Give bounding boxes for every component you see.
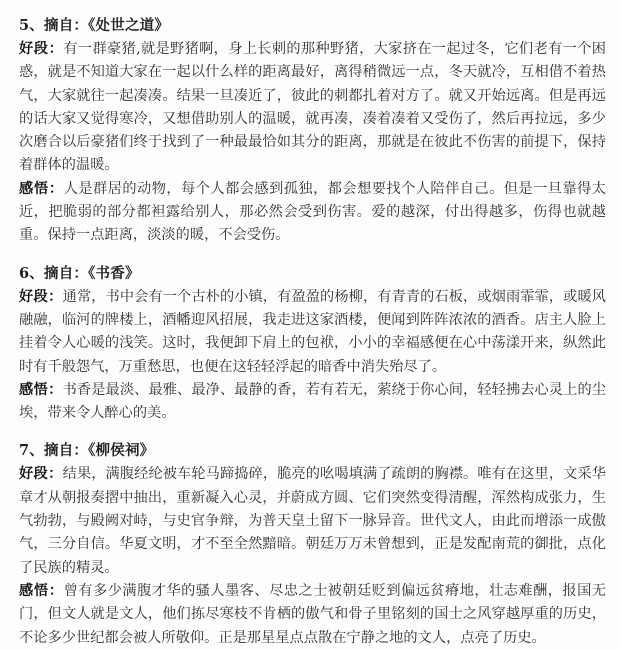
passage-label-6: 好段： (19, 288, 63, 305)
entry-heading-5: 5、摘自：《处世之道》 (19, 17, 170, 34)
entry-insight-7 (19, 580, 606, 650)
entry-passage-7 (19, 463, 606, 579)
excerpt-entry-7 (19, 439, 606, 649)
entry-passage-5 (19, 38, 606, 178)
passage-text-7: 结果，满腹经纶被车轮马蹄捣碎，脆亮的吆喝填满了疏朗的胸襟。唯有在这里，文采华章才从朝报奏摺中抽出，重新凝入心灵，并蔚成方圆、它们突然变得清醒，浑然构成张力，生气勃勃，与殿阙对峙，与史官争辩，为普天皇土留下一脉异音。世代文人，由此而增添一成傲气，三分自信。华夏文明，才不至全然黯暗。朝廷万万未曾想到，正是发配南荒的御批，点化了民族的精灵。 (19, 466, 606, 576)
insight-label-6: 感悟： (19, 381, 63, 398)
excerpt-entry-6 (19, 262, 606, 426)
entry-heading-7: 7、摘自：《柳侯祠》 (19, 442, 155, 460)
insight-label-7: 感悟： (19, 582, 64, 599)
excerpt-entry-5 (19, 14, 606, 248)
entry-insight-5 (19, 178, 606, 248)
insight-text-6: 书香是最淡、最雅、最净、最静的香，若有若无，萦绕于你心间，轻轻拂去心灵上的尘埃，带来令人醉心的美。 (19, 381, 606, 422)
insight-label-5: 感悟： (19, 180, 64, 197)
passage-text-6: 通常，书中会有一个古朴的小镇，有盈盈的杨柳，有青青的石板，或烟雨霏霏，或暖风融融，临河的牌楼上，酒幡迎风招展，我走进这家酒楼，便闻到阵阵浓浓的酒香。店主人脸上挂着令人心暖的浅笑。这时，我便卸下肩上的包袱，小小的幸福感便在心中荡漾开来，纵然此时有千般怨气，万重愁思，也便在这轻轻浮起的暗香中消失殆尽了。 (19, 288, 606, 375)
passage-text-5: 有一群豪猪,就是野猪啊，身上长刺的那种野猪，大家挤在一起过冬，它们老有一个困惑，就是不知道大家在一起以什么样的距离最好，离得稍微远一点，冬天就冷，互相借不着热气，大家就往一起凑凑。结果一旦凑近了，彼此的刺都扎着对方了。就又开始远离。但是再远的话大家又觉得寒冷，又想借助别人的温暖，就再凑，凑着凑着又受伤了，然后再拉远，多少次磨合以后豪猪们终于找到了一种最最恰如其分的距离，那就是在彼此不伤害的前提下，保持着群体的温暖。 (19, 41, 606, 174)
passage-label-7: 好段： (19, 466, 63, 483)
insight-text-5: 人是群居的动物，每个人都会感到孤独，都会想要找个人陪伴自己。但是一旦靠得太近，把脆弱的部分都袒露给别人，那必然会受到伤害。爱的越深，付出得越多，伤得也就越重。保持一点距离，淡淡的暖，不会受伤。 (19, 180, 606, 244)
entry-passage-6 (19, 286, 606, 379)
entry-heading-6: 6、摘自：《书香》 (19, 264, 140, 282)
insight-text-7: 曾有多少满腹才华的骚人墨客、尽忠之士被朝廷贬到偏远贫瘠地，壮志难酬，报国无门，但文人就是文人，他们拣尽寒枝不肯栖的傲气和骨子里铭刻的国士之风穿越厚重的历史，不论多少世纪都会被人所敬仰。正是那星星点点散在宁静之地的文人，点亮了历史。 (19, 582, 606, 646)
passage-label-5: 好段： (19, 41, 64, 57)
entry-insight-6 (19, 379, 606, 426)
